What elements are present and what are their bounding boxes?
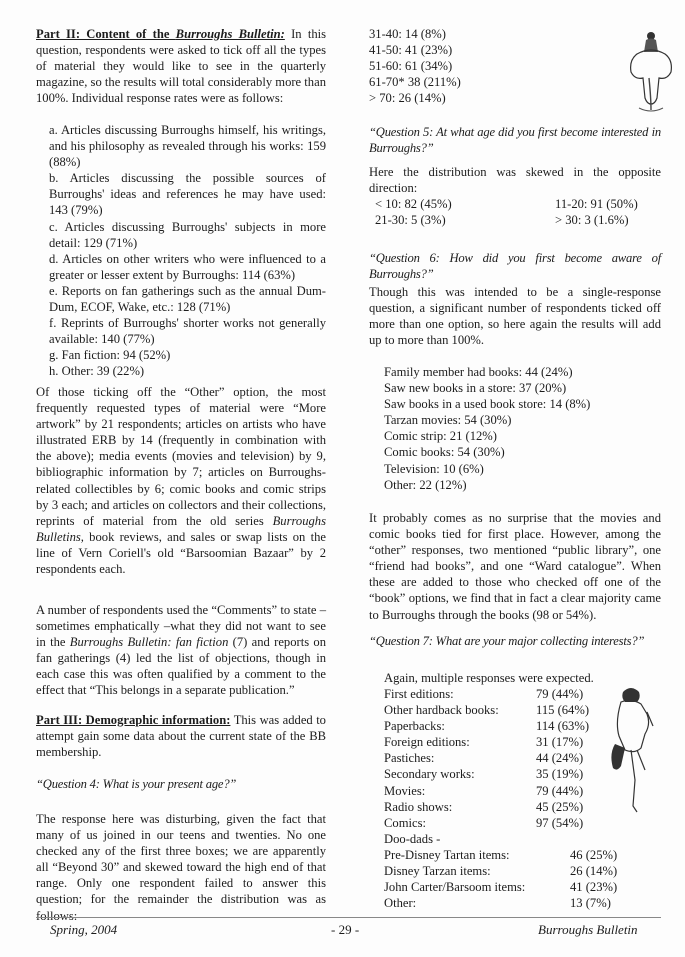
q6-item: Family member had books: 44 (24%): [384, 365, 573, 379]
q6-item: Comic strip: 21 (12%): [384, 429, 497, 444]
part2-paragraph: Part II: Content of the Burroughs Bulletin: In this question, respondents were asked to tick off all the types of material they would like to see in the quarterly magazine, so the results will total considerably more than 100%. Individual response rates were as follows:: [36, 27, 327, 106]
q5-cell-right: > 30: 3 (1.6%): [555, 213, 629, 228]
q7-label: Comics:: [384, 815, 426, 830]
age-item: > 70: 26 (14%): [369, 91, 446, 106]
part3-paragraph: Part III: Demographic information: This was added to attempt gain some data about the current state of the BB membership.: [36, 713, 326, 760]
q7-value: 44 (24%): [536, 751, 584, 766]
elephant-illustration: [625, 28, 677, 118]
q6-item: Television: 10 (6%): [384, 461, 484, 476]
doodad-value: 26 (14%): [570, 864, 618, 879]
q7-label: First editions:: [384, 687, 454, 701]
q7-label: Secondary works:: [384, 767, 475, 782]
question-4-body: The response here was disturbing, given the fact that many of us joined in our teens and twenties. No one checked any of the first three boxes; we are apparently all “Beyond 30” and skewed toward the high end of that range. Only one respondent failed to answer this question; for the remainder the distribution was as follows:: [36, 812, 326, 923]
question-5-body: Here the distribution was skewed in the opposite direction:: [369, 165, 661, 196]
q7-value: 114 (63%): [536, 719, 590, 734]
q7-value: 35 (19%): [536, 767, 584, 782]
age-item: 31-40: 14 (8%): [369, 27, 446, 41]
doodad-label: Disney Tarzan items:: [384, 864, 491, 879]
q5-cell-left: < 10: 82 (45%): [375, 197, 452, 211]
content-item: b. Articles discussing the possible sources of Burroughs' ideas and references he may have used: 143 (79%): [49, 171, 326, 218]
question-4: “Question 4: What is your present age?”: [36, 777, 237, 791]
q5-row: [369, 196, 661, 212]
question-6-body: Though this was intended to be a single-response question, a significant number of respondents ticked off more than one option, so here again the results will add up to more than 100%.: [369, 285, 661, 348]
question-6: “Question 6: How did you first become aware of Burroughs?”: [369, 251, 661, 282]
tarzan-illustration: [603, 672, 658, 817]
age-item: 41-50: 41 (23%): [369, 43, 453, 58]
other-paragraph: Of those ticking off the “Other” option, the most frequently requested types of material were “More artwork” by 21 respondents; articles on artists who have illustrated ERB by 14 (frequently in combination with the above); media events (movies and television) by 9, bibliographic information by 7; articles on Burroughs-related collectibles by 6; comic books and comic strips by 3 each; and articles on collectors and their collections, reprints of material from the old series Burroughs Bulletins, book reviews, and sales or swap lists on the line of Vern Coriell's old “Barsoomian Bazaar” by 2 respondents each.: [36, 385, 326, 577]
part2-heading: Part II: Content of the Burroughs Bulletin:: [36, 27, 285, 41]
q7-value: 97 (54%): [536, 815, 584, 830]
content-item: g. Fan fiction: 94 (52%): [49, 348, 171, 363]
doodad-label: Pre-Disney Tartan items:: [384, 848, 510, 862]
content-item: e. Reports on fan gatherings such as the annual Dum-Dum, ECOF, Wake, etc.: 128 (71%): [49, 283, 326, 315]
q5-row: [369, 212, 661, 228]
question-7-intro: Again, multiple responses were expected.: [384, 671, 594, 685]
q6-item: Saw books in a used book store: 14 (8%): [384, 397, 591, 412]
q7-label: Paperbacks:: [384, 719, 445, 734]
q7-value: 31 (17%): [536, 735, 584, 750]
content-item: a. Articles discussing Burroughs himself, his writings, and his philosophy as revealed through his works: 159 (88%): [49, 123, 326, 170]
question-5-distribution: [369, 196, 661, 228]
question-6-list: [384, 364, 590, 493]
footer-issue-date: Spring, 2004: [50, 922, 118, 937]
q7-label: Foreign editions:: [384, 735, 470, 750]
q7-value: 79 (44%): [536, 783, 584, 798]
footer-publication-title: Burroughs Bulletin: [538, 922, 638, 937]
footer-divider: [36, 917, 661, 918]
footer-page-number: - 29 -: [331, 922, 360, 937]
q7-value: 115 (64%): [536, 703, 590, 718]
age-item: 51-60: 61 (34%): [369, 59, 453, 74]
comments-paragraph: A number of respondents used the “Comments” to state – sometimes emphatically –what they did not want to see in the Burroughs Bulletin: fan fiction (7) and reports on fan gatherings (4) led the list of objections, though in each case this was often qualified by a comment to the effect that “This belongs in a separate publication.”: [36, 603, 326, 698]
doodad-value: 13 (7%): [570, 896, 611, 911]
q6-item: Saw new books in a store: 37 (20%): [384, 381, 567, 396]
q5-cell-left: 21-30: 5 (3%): [375, 213, 446, 228]
q6-item: Tarzan movies: 54 (30%): [384, 413, 512, 428]
doodad-label: John Carter/Barsoom items:: [384, 880, 526, 895]
q6-item: Other: 22 (12%): [384, 477, 467, 492]
content-items-list: [49, 122, 326, 380]
age-distribution-list: [369, 26, 461, 106]
q5-cell-right: 11-20: 91 (50%): [555, 197, 638, 211]
question-5: “Question 5: At what age did you first become interested in Burroughs?”: [369, 125, 661, 156]
q7-label: Movies:: [384, 783, 426, 798]
content-item: h. Other: 39 (22%): [49, 364, 145, 379]
doodad-label: Other:: [384, 896, 417, 911]
content-item: f. Reprints of Burroughs' shorter works not generally available: 140 (77%): [49, 316, 326, 347]
question-7: “Question 7: What are your major collecting interests?”: [369, 634, 645, 648]
content-item: d. Articles on other writers who were influenced to a greater or lesser extent by Burroughs: 114 (63%): [49, 251, 326, 282]
q6-item: Comic books: 54 (30%): [384, 445, 505, 460]
age-item: 61-70* 38 (211%): [369, 75, 461, 90]
q7-label: Radio shows:: [384, 799, 453, 814]
q7-label: Pastiches:: [384, 751, 435, 766]
question-6-analysis: It probably comes as no surprise that the movies and comic books tied for first place. However, among the “other” responses, two mentioned “public library”, one “friend had books”, and one “Ward catalogue”. When these are added to those who checked off one of the “book” options, we find that in fact a clear majority came to Burroughs through the books (98 or 54%).: [369, 511, 661, 622]
doodads-table: [369, 847, 650, 911]
q7-value: 45 (25%): [536, 799, 584, 814]
doodad-value: 41 (23%): [570, 880, 618, 895]
part3-heading: Part III: Demographic information:: [36, 713, 231, 727]
content-item: c. Articles discussing Burroughs' subjects in more detail: 129 (71%): [49, 219, 326, 250]
doodads-label: Doo-dads -: [384, 832, 441, 846]
doodad-value: 46 (25%): [570, 848, 618, 862]
q7-label: Other hardback books:: [384, 703, 499, 718]
q7-value: 79 (44%): [536, 687, 584, 701]
